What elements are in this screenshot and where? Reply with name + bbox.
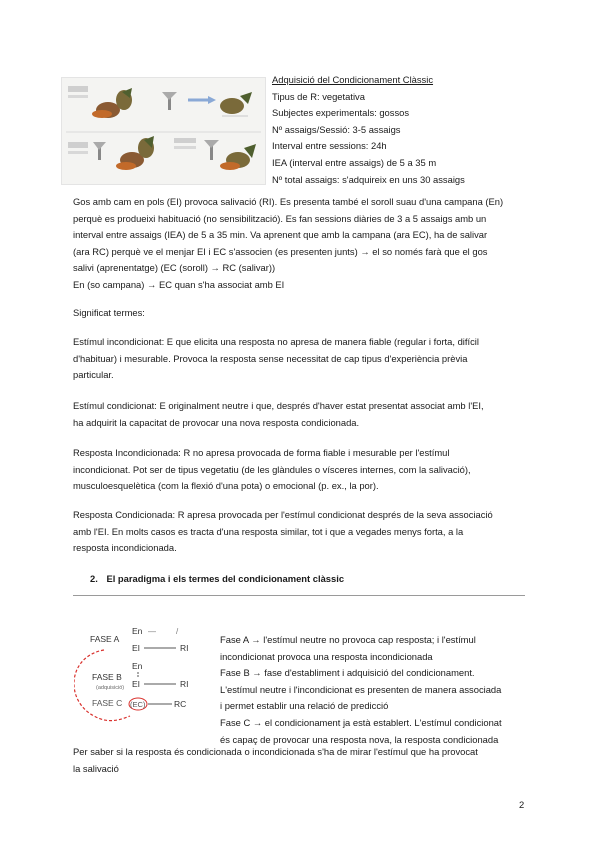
text-line: Resposta Incondicionada: R no apresa provocada de forma fiable i mesurable per l'estímul [73, 447, 450, 458]
text-line: d'habituar) i mesurable. Provoca la resposta sense necessitat de cap tipus d'experiència prèvia [73, 352, 468, 364]
section-heading [90, 571, 344, 588]
info-line: Subjectes experimentals: gossos [272, 107, 410, 119]
fase-b-label: FASE B [92, 672, 122, 682]
text-line: Per saber si la resposta és condicionada o incondicionada s'ha de mirar l'estímul que ha provocat [73, 746, 478, 757]
ei-label-b: EI [132, 679, 141, 689]
ri-label: RI [180, 643, 189, 653]
phases-diagram [74, 620, 216, 724]
phases-explanation [220, 632, 502, 748]
text-line: (ara RC) perquè ve el menjar EI i EC s'associen (es presenten junts) → el so només farà que el gos [73, 245, 488, 257]
text-line: perquè es produeixi habituació (no sensibilització). Es fan sessions diàries de 3 a 5 assaigs amb un [73, 212, 487, 224]
rc-label: RC [174, 699, 187, 709]
en-label-b: En [132, 661, 143, 671]
ei-label: EI [132, 643, 141, 653]
info-line: Interval entre sessions: 24h [272, 140, 387, 152]
text-line: Fase B → fase d'establiment i adquisició del condicionament. [220, 667, 475, 679]
definition-ri [73, 445, 471, 495]
definition-rc [73, 507, 493, 557]
fase-c-label: FASE C [92, 698, 123, 708]
text-line: salivi (aprenentatge) (EC (soroll) → RC (salivar)) [73, 262, 276, 274]
fase-a-label: FASE A [90, 634, 120, 644]
text-line: Estímul condicionat: E originalment neutre i que, després d'haver estat presentat associat amb l'EI, [73, 400, 484, 411]
page-number: 2 [519, 799, 525, 810]
text-line: ha adquirit la capacitat de provocar una nova resposta condicionada. [73, 416, 360, 428]
text-line: En (so campana) → EC quan s'ha associat amb EI [73, 278, 285, 290]
en-label: En [132, 626, 143, 636]
definition-ei [73, 334, 479, 384]
dash-mark: — [148, 627, 156, 636]
text-line: resposta incondicionada. [73, 542, 177, 554]
text-line: particular. [73, 369, 114, 381]
text-line: és capaç de provocar una resposta nova, la resposta condicionada [220, 733, 499, 745]
text-line: incondicionat provoca una resposta incondicionada [220, 650, 433, 662]
section-divider [73, 595, 525, 596]
ec-label: (EC) [130, 700, 146, 709]
conditioning-info [272, 72, 465, 188]
info-line: IEA (interval entre assaigs) de 5 a 35 m [272, 156, 437, 168]
pavlov-drawing [62, 78, 265, 184]
text-line: Resposta Condicionada: R apresa provocada per l'estímul condicionat després de la seva associació [73, 509, 493, 520]
text-line: la salivació [73, 762, 119, 774]
text-line: Estímul incondicionat: E que elicita una resposta no apresa de manera fiable (regular i forta, difícil [73, 336, 479, 347]
definition-ec [73, 398, 484, 431]
section-title: El paradigma i els termes del condicionament clàssic [106, 573, 345, 584]
text-line: Fase C → el condicionament ja està establert. L'estímul condicionat [220, 716, 502, 728]
pavlov-illustration [61, 77, 266, 185]
info-line: Tipus de R: vegetativa [272, 90, 365, 102]
terms-heading: Significat termes: [73, 307, 145, 318]
info-line: Nº total assaigs: s'adquireix en uns 30 assaigs [272, 173, 465, 185]
text-line: interval entre assaigs (IEA) de 5 a 35 min. Va aprenent que amb la campana (ara EC), ha de salivar [73, 229, 488, 241]
section-number: 2. [90, 573, 98, 584]
info-line: Nº assaigs/Sessió: 3-5 assaigs [272, 123, 401, 135]
text-line: Fase A → l'estímul neutre no provoca cap resposta; i l'estímul [220, 634, 476, 645]
fase-b-sub: (adquisició) [96, 685, 125, 691]
intro-paragraph [73, 194, 503, 294]
text-line: amb l'EI. En molts casos es tracta d'una resposta similar, tot i que a vegades menys forta, a la [73, 525, 464, 537]
info-title: Adquisició del Condicionament Clàssic [272, 74, 434, 85]
text-line: incondicionat. Pot ser de tipus vegetatiu (de les glàndules o vísceres internes, com la salivació), [73, 463, 471, 475]
ri-label-b: RI [180, 679, 189, 689]
text-line: i permet establir una relació de predicció [220, 700, 389, 712]
text-line: L'estímul neutre i l'incondicionat es presenten de manera associada [220, 683, 502, 695]
slash-mark: / [176, 627, 179, 636]
phases-diagram-drawing [74, 620, 216, 724]
text-line: Gos amb cam en pols (EI) provoca salivació (RI). Es presenta també el soroll suau d'una campana (En) [73, 196, 504, 207]
closing-paragraph [73, 744, 478, 777]
text-line: musculoesquelètica (com la flexió d'una pota) o emocional (p. ex., la por). [73, 480, 379, 492]
